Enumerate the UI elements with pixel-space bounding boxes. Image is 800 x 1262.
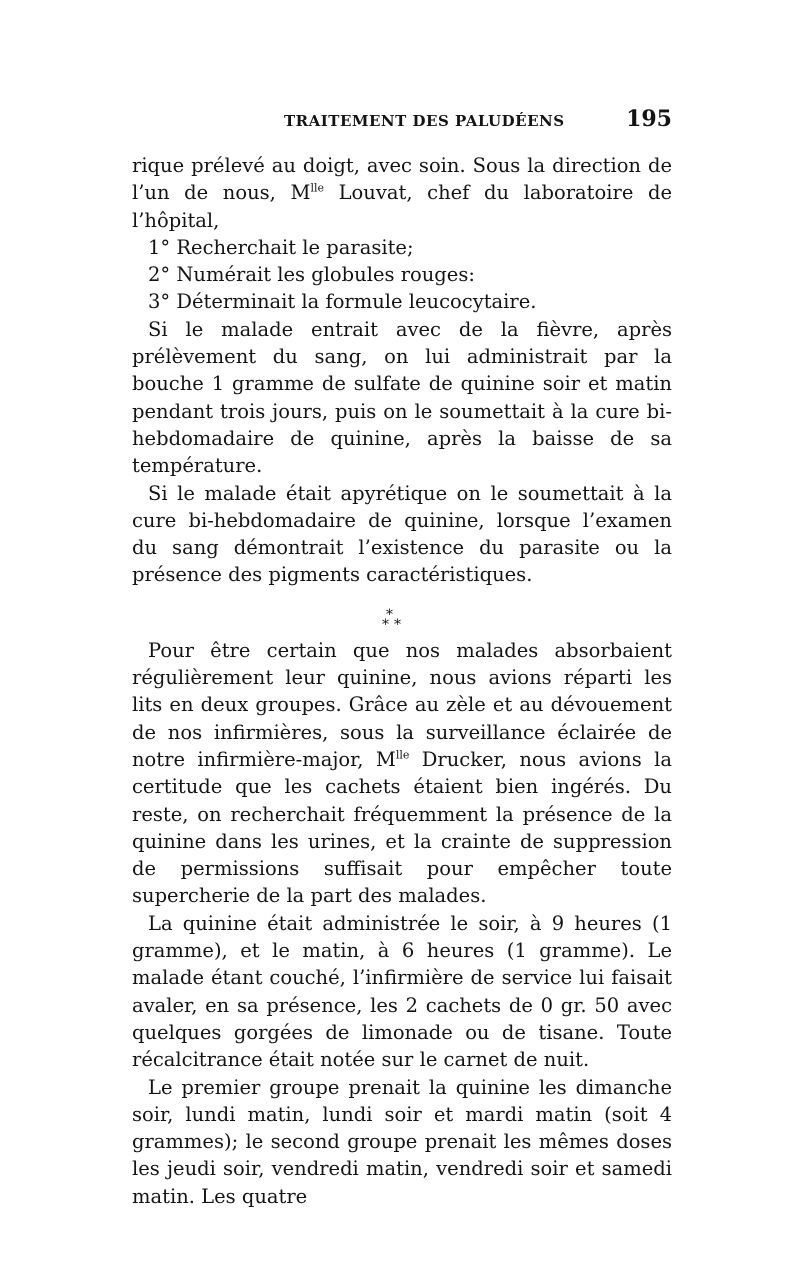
paragraph-4-text: Pour être certain que nos malades absorbaient régulièrement leur quinine, nous avions réparti les lits en deux groupes. Grâce au zèle et au dévouement de nos infirmières, sous la surveillance éclairée de notre infirmière-major, M [132,638,672,771]
paragraph-6: Le premier groupe prenait la quinine les dimanche soir, lundi matin, lundi soir et mardi matin (soit 4 grammes); le second groupe prenait les mêmes doses les jeudi soir, vendredi matin, vendredi soir et samedi matin. Les quatre [132,1075,672,1208]
list-item-2: 2° Numérait les globules rouges: [148,263,475,287]
paragraph-3: Si le malade était apyrétique on le soumettait à la cure bi-hebdomadaire de quinine, lorsque l’examen du sang démontrait l’existence du parasite ou la présence des pigments caractéristiques. [132,481,672,587]
paragraph-1 [132,152,672,234]
paragraph-4 [132,637,672,910]
honorific-superscript: lle [395,748,410,762]
paragraph-5: La quinine était administrée le soir, à 9 heures (1 gramme), et le matin, à 6 heures (1 gramme). Le malade étant couché, l’infirmière de service lui faisait avaler, en sa présence, les 2 cachets de 0 gr. 50 avec quelques gorgées de limonade ou de tisane. Toute récalcitrance était notée sur le carnet de nuit. [132,911,672,1072]
asterism-star-top: * [386,606,393,623]
running-title: TRAITEMENT DES PALUDÉENS [284,112,565,130]
page-number: 195 [626,106,672,132]
paragraph-1-tail: Louvat, chef du laboratoire de l’hôpital, [132,181,672,232]
list-item-3: 3° Déterminait la formule leucocytaire. [148,290,537,314]
asterism-divider [132,589,672,637]
asterism-star-right: * [394,616,401,633]
body-text [132,152,672,1210]
asterism-star-left: * [382,616,389,633]
honorific-superscript: lle [310,181,324,195]
running-header [132,104,672,134]
list-item-1: 1° Recherchait le parasite; [148,235,414,259]
paragraph-2: Si le malade entrait avec de la fièvre, après prélèvement du sang, on lui administrait par la bouche 1 gramme de sulfate de quinine soir et matin pendant trois jours, puis on le soumettait à la cure bi-hebdomadaire de quinine, après la baisse de sa température. [132,317,672,478]
paragraph-1-text: rique prélevé au doigt, avec soin. Sous la direction de l’un de nous, M [132,154,672,205]
paragraph-4-tail: Drucker, nous avions la certitude que les cachets étaient bien ingérés. Du reste, on recherchait fréquemment la présence de la quinine dans les urines, et la crainte de suppression de permissions suffisait pour empêcher toute supercherie de la part des malades. [132,747,672,908]
